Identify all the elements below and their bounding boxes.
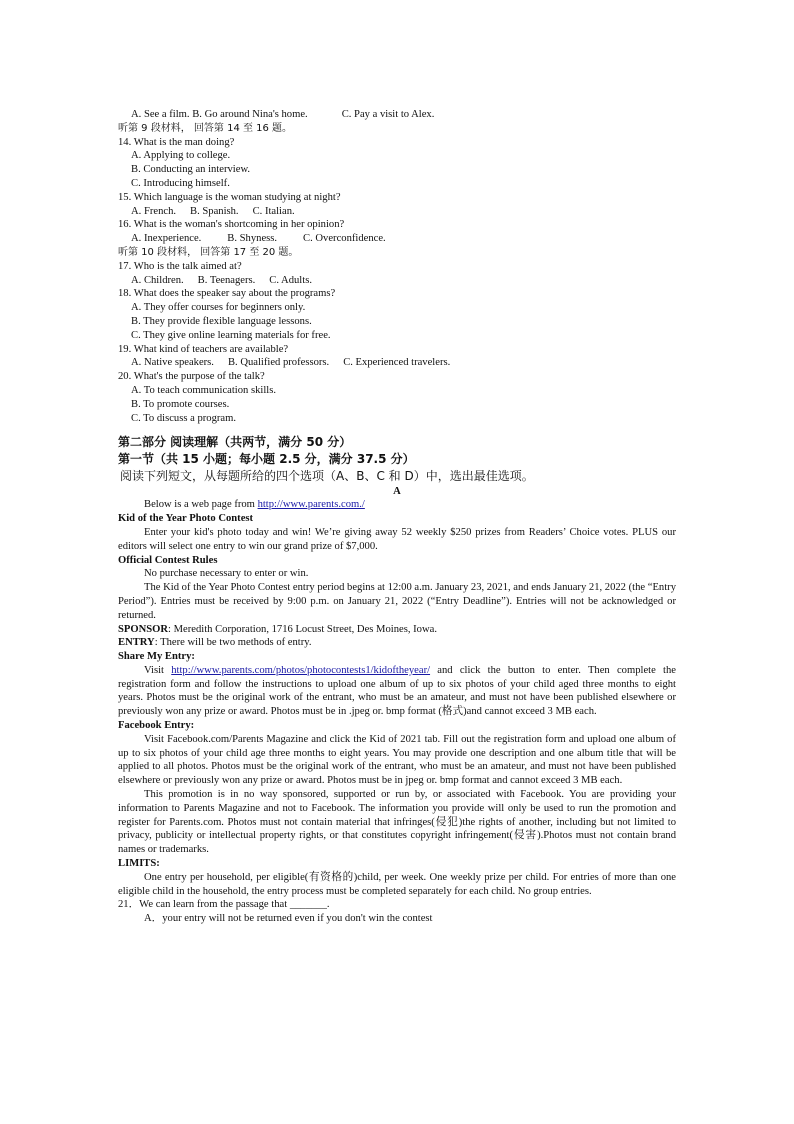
- promotion-paragraph: This promotion is in no way sponsored, supported or run by, or associated with Facebook. You are providing your information to Parents Magazine and not to Facebook. The information you provide will only be used to run the promotion and register for Parents.com. Photos must not contain material that infringes(侵犯)the rights of another, including but not limited to privacy, publicity or intellectual property rights, or that constitutes copyright infringement(侵害).Photos must not contain brand names or trademarks.: [118, 789, 676, 856]
- q14-option-b: B. Conducting an interview.: [131, 164, 251, 176]
- q18-option-a: A. They offer courses for beginners only.: [131, 302, 306, 314]
- q19-options: A. Native speakers. B. Qualified professors. C. Experienced travelers.: [131, 357, 451, 369]
- section9-note: 听第 9 段材料， 回答第 14 至 16 题。: [118, 122, 293, 134]
- part-two-title: 第二部分 阅读理解（共两节，满分 50 分）: [118, 435, 352, 450]
- q21-option-a: A．your entry will not be returned even if you don't win the contest: [144, 913, 433, 925]
- passage-label: A: [393, 486, 401, 498]
- q14-option-a: A. Applying to college.: [131, 150, 231, 162]
- q15-options: A. French. B. Spanish. C. Italian.: [131, 205, 295, 217]
- exam-page: [118, 108, 676, 926]
- q13-options: A. See a film. B. Go around Nina's home. C. Pay a visit to Alex.: [131, 109, 435, 120]
- limits-heading: LIMITS:: [118, 858, 160, 870]
- q20-option-b: B. To promote courses.: [131, 398, 230, 410]
- section10-note: 听第 10 段材料， 回答第 17 至 20 题。: [118, 246, 299, 258]
- share-entry-heading: Share My Entry:: [118, 651, 195, 663]
- q17-options: A. Children. B. Teenagers. C. Adults.: [131, 274, 312, 286]
- rules-heading: Official Contest Rules: [118, 554, 218, 566]
- q14-stem: 14. What is the man doing?: [118, 136, 235, 148]
- section-one-title: 第一节（共 15 小题；每小题 2.5 分，满分 37.5 分）: [118, 452, 415, 467]
- limits-paragraph: One entry per household, per eligible(有资格的)child, per week. One weekly prize per child. For entries of more than one eligible child in the household, the entry process must be completed separately for each child. No group entries.: [118, 871, 676, 897]
- contest-link[interactable]: http://www.parents.com/photos/photocontests1/kidoftheyear/: [171, 664, 431, 676]
- q19-stem: 19. What kind of teachers are available?: [118, 343, 289, 355]
- q14-option-c: C. Introducing himself.: [131, 177, 230, 189]
- q16-stem: 16. What is the woman's shortcoming in her opinion?: [118, 219, 345, 231]
- q20-stem: 20. What's the purpose of the talk?: [118, 371, 265, 383]
- q17-stem: 17. Who is the talk aimed at?: [118, 260, 242, 272]
- share-entry-paragraph: Visit http://www.parents.com/photos/photocontests1/kidoftheyear/ and click the button to enter. Then complete the registration form and follow the instructions to upload one album of up to six photos of your child aged three months to eight years. Photos must be the original work of the entrant, who must be an amateur, and must not have been published elsewhere or previously won any prize or award. Photos must be in .jpeg or. bmp format (格式)and cannot exceed 3 MB each.: [118, 664, 676, 718]
- q21-stem: 21．We can learn from the passage that _______.: [118, 899, 330, 911]
- passage-intro: Below is a web page from http://www.parents.com./: [144, 499, 365, 511]
- q15-stem: 15. Which language is the woman studying at night?: [118, 191, 341, 203]
- reading-instruction: 阅读下列短文，从每题所给的四个选项（A、B、C 和 D）中，选出最佳选项。: [120, 469, 534, 484]
- lead-paragraph: Enter your kid's photo today and win! We’re giving away 52 weekly $250 prizes from Readers’ Choice votes. PLUS our editors will select one entry to win our grand prize of $7,000.: [118, 526, 676, 552]
- passage-title: Kid of the Year Photo Contest: [118, 513, 254, 525]
- q20-option-a: A. To teach communication skills.: [131, 384, 276, 396]
- q18-stem: 18. What does the speaker say about the programs?: [118, 288, 336, 300]
- q18-option-b: B. They provide flexible language lessons.: [131, 315, 312, 327]
- rule-no-purchase: No purchase necessary to enter or win.: [144, 568, 309, 580]
- rule-entry-period: The Kid of the Year Photo Contest entry period begins at 12:00 a.m. January 23, 2021, and ends January 21, 2022 (the “Entry Period”). Entries must be received by 9:00 p.m. on January 21, 2022 (“Entry Deadline”). Entries will not be acknowledged or returned.: [118, 582, 676, 621]
- q20-option-c: C. To discuss a program.: [131, 412, 236, 424]
- parents-link[interactable]: http://www.parents.com./: [257, 499, 365, 511]
- facebook-entry-paragraph: Visit Facebook.com/Parents Magazine and click the Kid of 2021 tab. Fill out the registration form and upload one album of up to six photos of your child age three months to eight years. You may provide one description and one album title that will be applied to all photos. Photos must be the original work of the entrant, who must be an amateur, and must not have been published elsewhere or previously won any prize or award. Photos must be in jpeg or. bmp format and cannot exceed 3 MB each.: [118, 733, 676, 787]
- q16-options: A. Inexperience. B. Shyness. C. Overconfidence.: [131, 233, 386, 245]
- sponsor-line: SPONSOR: Meredith Corporation, 1716 Locust Street, Des Moines, Iowa.: [118, 623, 437, 635]
- q18-option-c: C. They give online learning materials for free.: [131, 329, 331, 341]
- facebook-entry-heading: Facebook Entry:: [118, 720, 195, 732]
- entry-line: ENTRY: There will be two methods of entry.: [118, 637, 312, 649]
